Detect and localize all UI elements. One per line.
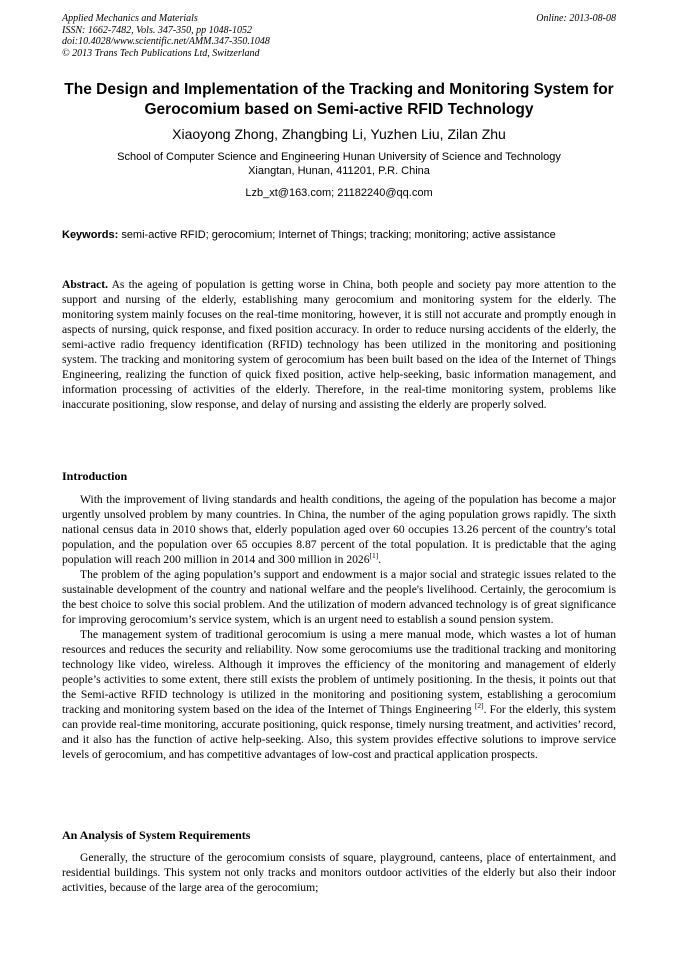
intro-paragraph-2: The problem of the aging population’s support and endowment is a major social and strategic issues related to the sustainable development of the country and national welfare and the people's livelihood. Certainly, the gerocomium is the best choice to solve this social problem. And the utilization of modern advanced technology is of great significance for improving gerocomium’s service system, which is an urgent need to establish a sound pension system. [62, 568, 616, 626]
abstract-label: Abstract. [62, 278, 109, 291]
keywords-text: semi-active RFID; gerocomium; Internet of Things; tracking; monitoring; active assistance [121, 229, 556, 241]
online-date: Online: 2013-08-08 [536, 13, 616, 24]
intro-p1-end: . [378, 553, 382, 566]
analysis-body [62, 850, 616, 895]
abstract-text: As the ageing of population is getting worse in China, both people and society pay more attention to the support and nursing of the elderly, establishing many gerocomium and monitoring system for the elderly. The monitoring system mainly focuses on the real-time monitoring, however, it is still not accurate and promptly enough in aspects of nursing, quick response, and fixed position accuracy. In order to reduce nursing accidents of the elderly, the semi-active radio frequency identification (RFID) technology has been utilized in the monitoring and positioning system. The tracking and monitoring system of gerocomium has been built based on the idea of the Internet of Things Engineering, realizing the function of quick fixed position, active help-seeking, basic information management, and information processing of activities of the elderly. Therefore, in the real-time monitoring system, problems like inaccurate positioning, slow response, and delay of nursing and assisting the elderly are properly solved. [62, 278, 616, 411]
affiliation [62, 150, 616, 178]
intro-paragraph-3 [62, 627, 616, 762]
intro-p3-text-a: The management system of traditional gerocomium is using a mere manual mode, which wastes a lot of human resources and reduces the security and reliability. Now some gerocomiums use the traditional tracking and monitoring technology like video, wireless. Although it improves the efficiency of the monitoring and management of elderly people’s activities to some extent, there still exists the problem of untimely positioning. In the thesis, it points out that the Semi-active RFID technology is utilized in the monitoring and positioning system, establishing a gerocomium tracking and monitoring system based on the idea of the Internet of Things Engineering [62, 628, 616, 716]
author-list: Xiaoyong Zhong, Zhangbing Li, Yuzhen Liu, Zilan Zhu [172, 126, 506, 142]
abstract [62, 277, 616, 412]
intro-p3-text-b: . For the elderly, this system can provide real-time monitoring, accurate positioning, quick response, timely nursing treatment, and activities’ record, and it also has the function of active help-seeking. Also, this system provides effective solutions to improve service levels of gerocomium, and has competitive advantages of low-cost and practical application prospects. [62, 703, 617, 761]
keywords-label: Keywords: [62, 229, 119, 241]
issn-line: ISSN: 1662-7482, Vols. 347-350, pp 1048-1052 [62, 24, 252, 36]
author-emails: Lzb_xt@163.com; 21182240@qq.com [245, 187, 433, 199]
doi-line: doi:10.4028/www.scientific.net/AMM.347-350.1048 [62, 36, 270, 47]
affiliation-line-2: Xiangtan, Hunan, 411201, P.R. China [248, 165, 430, 177]
citation-2: [2] [474, 701, 484, 710]
section-heading-analysis: An Analysis of System Requirements [62, 828, 251, 842]
keywords [62, 228, 616, 242]
journal-name: Applied Mechanics and Materials [62, 13, 198, 24]
affiliation-line-1: School of Computer Science and Engineering Hunan University of Science and Technology [117, 151, 561, 163]
citation-1: [1] [369, 551, 379, 560]
running-header [62, 13, 616, 59]
introduction-body [62, 492, 616, 762]
intro-paragraph-1 [62, 492, 616, 567]
paper-title: The Design and Implementation of the Tracking and Monitoring System for Gerocomium based on Semi-active RFID Technology [64, 81, 614, 118]
intro-p1-text: With the improvement of living standards and health conditions, the ageing of the population has become a major urgently unsolved problem by many countries. In China, the number of the aging population grows rapidly. The sixth national census data in 2010 shows that, elderly population aged over 60 occupies 13.26 percent of the country's total population, and the population over 65 occupies 8.87 percent of the total population. It is predictable that the aging population will reach 200 million in 2014 and 300 million in 2026 [62, 493, 616, 566]
copyright-line: © 2013 Trans Tech Publications Ltd, Switzerland [62, 47, 260, 59]
analysis-paragraph-1: Generally, the structure of the gerocomium consists of square, playground, canteens, place of entertainment, and residential buildings. This system not only tracks and monitors outdoor activities of the elderly but also their indoor activities, because of the large area of the gerocomium; [62, 851, 616, 894]
section-heading-introduction: Introduction [62, 469, 128, 483]
